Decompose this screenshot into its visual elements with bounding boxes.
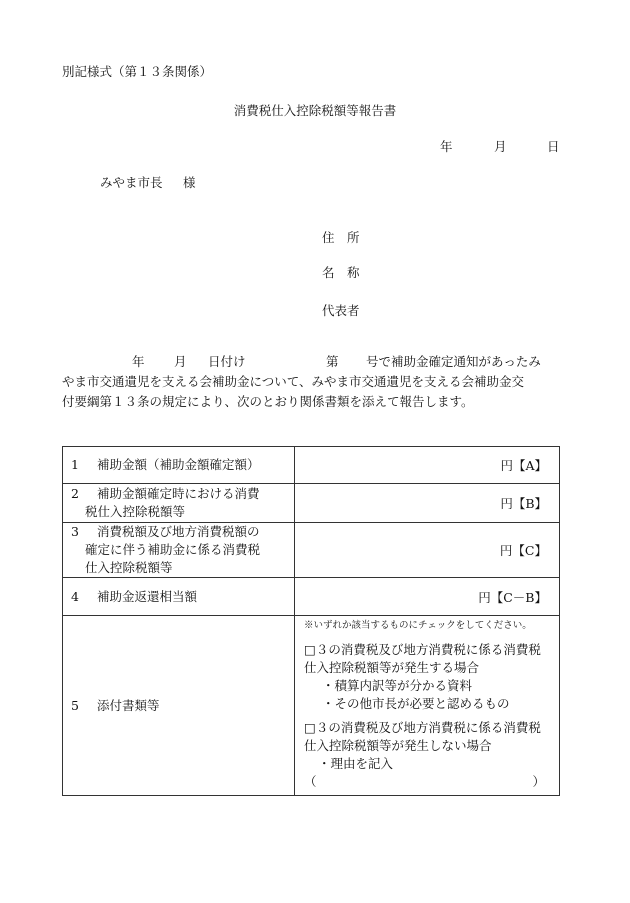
table-row bbox=[63, 616, 560, 796]
option-2-item-1: ・理由を記入 bbox=[318, 756, 394, 771]
row-2-text-2: 税仕入控除税額等 bbox=[85, 504, 186, 519]
option-1-line-1: ３の消費税及び地方消費税に係る消費税 bbox=[315, 642, 541, 657]
option-2 bbox=[304, 719, 549, 791]
body-year: 年 bbox=[132, 354, 145, 369]
option-1-item-2: ・その他市長が必要と認めるもの bbox=[322, 696, 510, 711]
reason-field[interactable] bbox=[304, 773, 549, 791]
addressee-honorific: 様 bbox=[183, 175, 196, 190]
row-5-number: 5 bbox=[71, 697, 79, 713]
address-label: 住 所 bbox=[322, 230, 360, 245]
body-paragraph-line-2: やま市交通遺児を支える会補助金について、みやま市交通遺児を支える会補助金交 bbox=[62, 374, 525, 389]
table-row bbox=[63, 523, 560, 578]
row-3-value: 円【C】 bbox=[295, 523, 560, 578]
row-4-text: 補助金返還相当額 bbox=[97, 588, 198, 604]
row-1-label bbox=[63, 447, 295, 484]
option-2-checkbox[interactable]: □ bbox=[304, 720, 316, 735]
attachment-note: ※いずれか該当するものにチェックをしてください。 bbox=[304, 620, 532, 631]
row-1-value: 円【A】 bbox=[295, 447, 560, 484]
option-1-item-1: ・積算内訳等が分かる資料 bbox=[322, 678, 473, 693]
body-number-prefix: 第 bbox=[326, 354, 339, 369]
row-4-value: 円【C－B】 bbox=[295, 578, 560, 616]
body-day: 日付け bbox=[208, 354, 246, 369]
row-3-number: 3 bbox=[71, 524, 79, 539]
reason-close-paren: ） bbox=[532, 774, 545, 789]
row-3-text-3: 仕入控除税額等 bbox=[85, 560, 173, 575]
date-year-label: 年 bbox=[440, 139, 453, 154]
report-table bbox=[62, 446, 560, 796]
row-2-number: 2 bbox=[71, 486, 79, 501]
row-3-label bbox=[63, 523, 295, 578]
date-month-label: 月 bbox=[494, 139, 507, 154]
table-row bbox=[63, 578, 560, 616]
reason-open-paren: （ bbox=[304, 774, 317, 789]
body-paragraph-line-3: 付要綱第１３条の規定により、次のとおり関係書類を添えて報告します。 bbox=[62, 394, 474, 409]
body-line-1-rest: 号で補助金確定通知があったみ bbox=[366, 354, 541, 369]
option-1 bbox=[304, 641, 549, 713]
attachment-options bbox=[295, 616, 560, 796]
representative-label: 代表者 bbox=[322, 303, 360, 318]
name-label: 名 称 bbox=[322, 265, 360, 280]
option-1-checkbox[interactable]: □ bbox=[304, 642, 316, 657]
row-2-value: 円【B】 bbox=[295, 484, 560, 523]
row-3-text-1: 消費税額及び地方消費税額の bbox=[97, 524, 260, 539]
addressee-name: みやま市長 bbox=[100, 175, 163, 190]
option-2-line-2: 仕入控除税額等が発生しない場合 bbox=[304, 738, 492, 753]
document-title: 消費税仕入控除税額等報告書 bbox=[233, 103, 397, 118]
row-3-text-2: 確定に伴う補助金に係る消費税 bbox=[85, 542, 261, 557]
option-2-line-1: ３の消費税及び地方消費税に係る消費税 bbox=[315, 720, 541, 735]
row-1-text: 補助金額（補助金額確定額） bbox=[97, 457, 260, 472]
row-5-text: 添付書類等 bbox=[97, 697, 160, 713]
form-reference: 別記様式（第１３条関係） bbox=[62, 64, 213, 79]
row-4-label bbox=[63, 578, 295, 616]
table-row bbox=[63, 447, 560, 484]
row-2-label bbox=[63, 484, 295, 523]
body-month: 月 bbox=[174, 354, 187, 369]
row-4-number: 4 bbox=[71, 588, 79, 604]
table-row bbox=[63, 484, 560, 523]
row-5-label bbox=[63, 616, 295, 796]
row-1-number: 1 bbox=[71, 457, 79, 472]
date-day-label: 日 bbox=[547, 139, 560, 154]
option-1-line-2: 仕入控除税額等が発生する場合 bbox=[304, 660, 480, 675]
row-2-text-1: 補助金額確定時における消費 bbox=[97, 486, 260, 501]
